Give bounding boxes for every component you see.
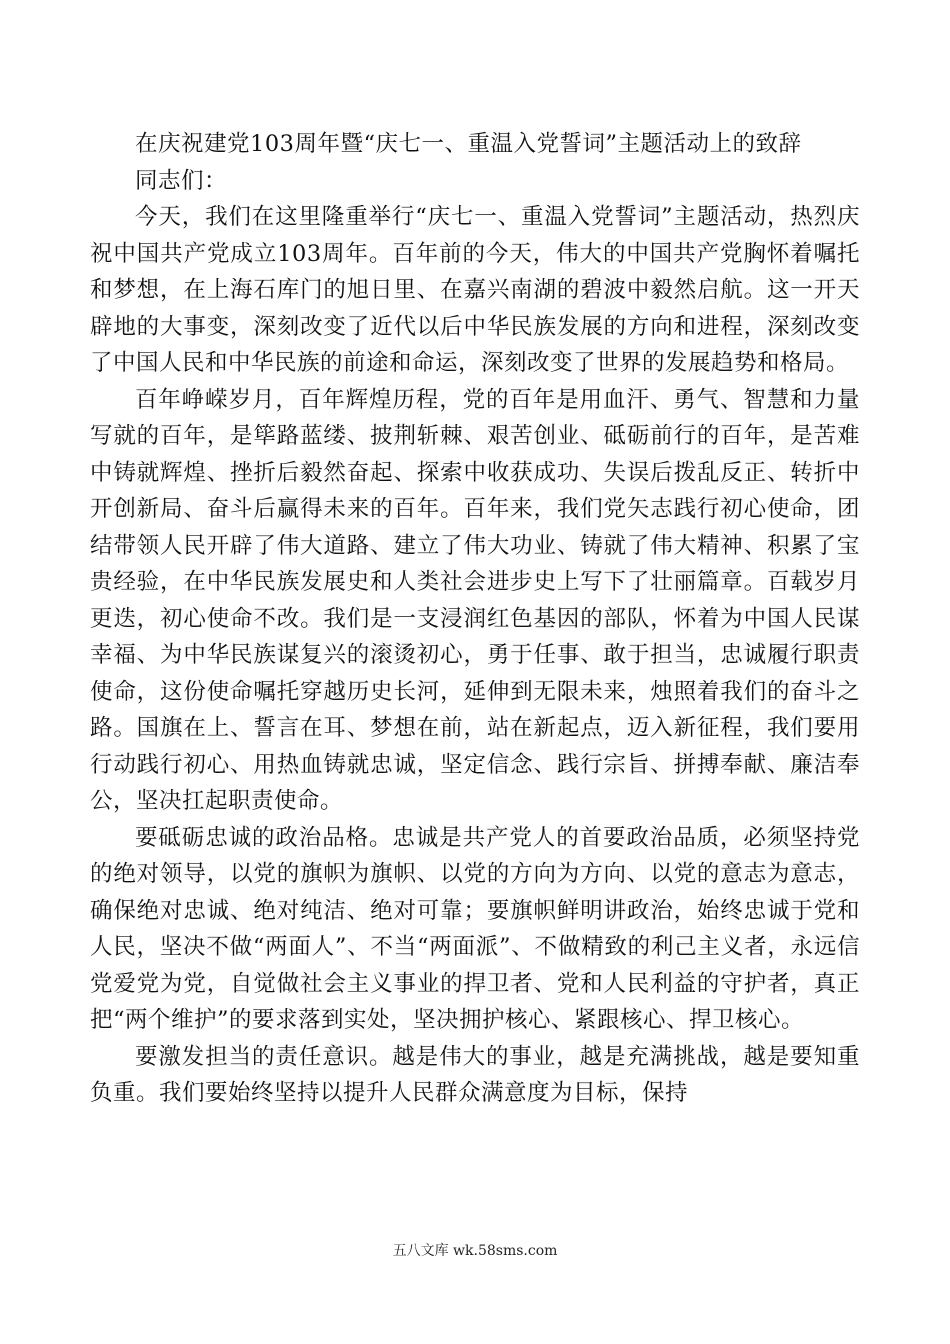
footer-watermark: 五八文库 wk.58sms.com	[392, 1243, 558, 1259]
paragraph-1: 今天，我们在这里隆重举行“庆七一、重温入党誓词”主题活动，热烈庆祝中国共产党成立103周年。百年前的今天，伟大的中国共产党胸怀着嘱托和梦想，在上海石库门的旭日里、在嘉兴南湖的碧波中毅然启航。这一开天辟地的大事变，深刻改变了近代以后中华民族发展的方向和进程，深刻改变了中国人民和中华民族的前途和命运，深刻改变了世界的发展趋势和格局。	[90, 204, 860, 376]
paragraph-3: 要砥砺忠诚的政治品格。忠诚是共产党人的首要政治品质，必须坚持党的绝对领导，以党的旗帜为旗帜、以党的方向为方向、以党的意志为意志，确保绝对忠诚、绝对纯洁、绝对可靠；要旗帜鲜明讲政治，始终忠诚于党和人民，坚决不做“两面人”、不当“两面派”、不做精致的利己主义者，永远信党爱党为党，自觉做社会主义事业的捍卫者、党和人民利益的守护者，真正把“两个维护”的要求落到实处，坚决拥护核心、紧跟核心、捍卫核心。	[90, 824, 860, 1033]
paragraph-2: 百年峥嵘岁月，百年辉煌历程，党的百年是用血汗、勇气、智慧和力量写就的百年，是筚路蓝缕、披荆斩棘、艰苦创业、砥砺前行的百年，是苦难中铸就辉煌、挫折后毅然奋起、探索中收获成功、失误后拨乱反正、转折中开创新局、奋斗后赢得未来的百年。百年来，我们党矢志践行初心使命，团结带领人民开辟了伟大道路、建立了伟大功业、铸就了伟大精神、积累了宝贵经验，在中华民族发展史和人类社会进步史上写下了壮丽篇章。百载岁月更迭，初心使命不改。我们是一支浸润红色基因的部队，怀着为中国人民谋幸福、为中华民族谋复兴的滚烫初心，勇于任事、敢于担当，忠诚履行职责使命，这份使命嘱托穿越历史长河，延伸到无限未来，烛照着我们的奋斗之路。国旗在上、誓言在耳、梦想在前，站在新起点，迈入新征程，我们要用行动践行初心、用热血铸就忠诚，坚定信念、践行宗旨、拼搏奉献、廉洁奉公，坚决扛起职责使命。	[90, 386, 860, 814]
document-title: 在庆祝建党103周年暨“庆七一、重温入党誓词”主题活动上的致辞	[135, 131, 802, 157]
salutation: 同志们：	[135, 167, 228, 194]
paragraph-4: 要激发担当的责任意识。越是伟大的事业，越是充满挑战，越是要知重负重。我们要始终坚持以提升人民群众满意度为目标，保持	[90, 1043, 860, 1106]
document-body	[90, 126, 860, 1112]
